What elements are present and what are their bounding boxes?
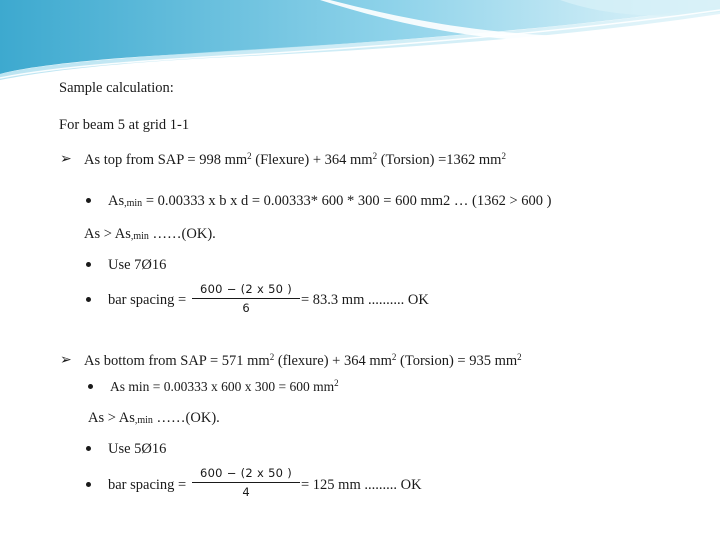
fraction-numerator: 600 − (2 x 50 ): [199, 466, 293, 480]
bar-spacing-top-result: = 83.3 mm .......... OK: [301, 292, 429, 308]
as-bottom-title: As bottom from SAP = 571 $mm^2$ (flexure) + 364 $mm^2$ (Torsion) = 935 $mm^2$: [84, 352, 522, 369]
as-min-bottom-formula: As min = 0.00333 x 600 x 300 = 600 $mm^2$: [110, 378, 339, 394]
arrow-bullet-icon: ➢: [60, 352, 72, 368]
as-min-top-formula: $As_{,min} = 0.00333$ x b x d = 0.00333* 600 * 300 = 600 mm2 … (1362 > 600 ): [108, 193, 552, 209]
beam-subheading: For beam 5 at grid 1-1: [59, 117, 190, 133]
bullet-dot: [86, 446, 91, 451]
bar-spacing-bottom-fraction: [192, 466, 300, 500]
header-wave-decoration: [0, 0, 720, 90]
use-bars-bottom: Use 5Ø16: [108, 441, 167, 457]
fraction-denominator: 6: [242, 301, 250, 315]
bullet-dot: [86, 482, 91, 487]
use-bars-top: Use 7Ø16: [108, 257, 167, 273]
fraction-denominator: 4: [242, 485, 250, 499]
page-heading: Sample calculation:: [59, 80, 174, 96]
as-check-bottom: $As > As_{,min}$ ……(OK).: [88, 410, 220, 426]
bar-spacing-top-label: bar spacing =: [108, 292, 187, 308]
arrow-bullet-icon: ➢: [60, 151, 72, 167]
fraction-numerator: 600 − (2 x 50 ): [199, 282, 293, 296]
bullet-dot: [88, 384, 93, 389]
bullet-dot: [86, 262, 91, 267]
as-top-title: As top from SAP = 998 $mm^2$ (Flexure) + 364 $mm^2$ (Torsion) =1362 $mm^2$: [84, 151, 506, 168]
bar-spacing-bottom-label: bar spacing =: [108, 477, 187, 493]
as-check-top: $As > As_{,min}$ ……(OK).: [84, 226, 216, 242]
fraction-bar: [192, 298, 300, 299]
fraction-bar: [192, 482, 300, 483]
bullet-dot: [86, 198, 91, 203]
bullet-dot: [86, 297, 91, 302]
bar-spacing-top-fraction: [192, 282, 300, 316]
bar-spacing-bottom-result: = 125 mm ......... OK: [301, 477, 422, 493]
